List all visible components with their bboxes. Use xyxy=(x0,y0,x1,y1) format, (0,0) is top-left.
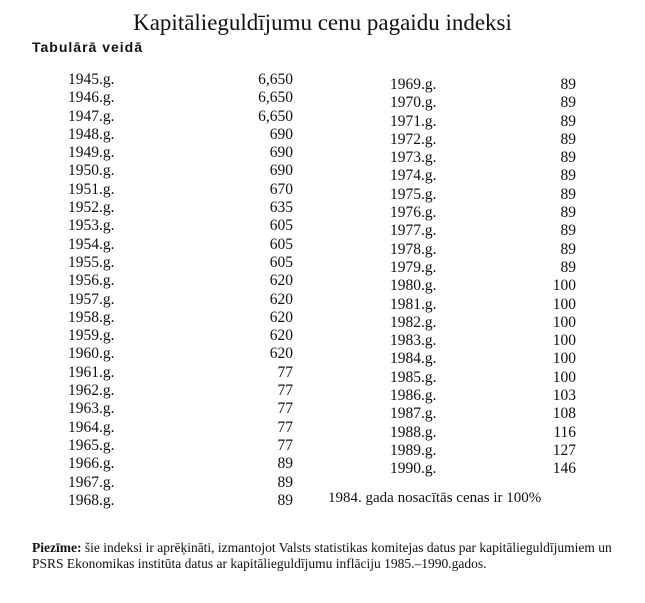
table-row xyxy=(68,492,298,510)
base-year-note: 1984. gada nosacītās cenas ir 100% xyxy=(328,490,542,506)
row-index-value: 6,650 xyxy=(258,71,293,88)
row-index-value: 620 xyxy=(269,272,293,290)
row-index-value: 100 xyxy=(552,368,576,386)
row-index-value: 89 xyxy=(277,491,293,509)
footnote-label: Piezīme: xyxy=(32,540,82,555)
row-index-value: 690 xyxy=(269,144,293,162)
row-year: 1981.g. xyxy=(390,295,437,313)
row-index-value: 100 xyxy=(552,295,576,313)
row-index-value: 620 xyxy=(269,308,293,326)
row-index-value: 605 xyxy=(269,253,293,271)
row-year: 1950.g. xyxy=(68,162,115,180)
row-index-value: 620 xyxy=(269,327,293,345)
table-row xyxy=(390,332,620,350)
row-index-value: 605 xyxy=(269,235,293,253)
row-year: 1985.g. xyxy=(390,368,437,386)
row-year: 1968.g. xyxy=(68,491,115,509)
row-index-value: 77 xyxy=(277,363,293,381)
table-row xyxy=(390,131,620,149)
row-year: 1949.g. xyxy=(68,144,115,162)
row-year: 1990.g. xyxy=(390,460,437,478)
row-year: 1955.g. xyxy=(68,253,115,271)
row-year: 1977.g. xyxy=(390,222,437,240)
footnote xyxy=(32,540,632,572)
row-index-value: 77 xyxy=(277,418,293,436)
table-subtitle: Tabulārā veidā xyxy=(32,39,144,55)
footnote-text: šie indeksi ir aprēķināti, izmantojot Valsts statistikas komitejas datus par kapitālieguldījumiem un PSRS Ekonomikas institūta datus ar kapitālieguldījumu inflāciju 1985.–1990.gados. xyxy=(32,540,612,571)
row-index-value: 89 xyxy=(560,240,576,258)
row-year: 1967.g. xyxy=(68,473,115,491)
row-year: 1973.g. xyxy=(390,149,437,167)
table-row xyxy=(68,291,298,309)
table-row xyxy=(390,369,620,387)
row-year: 1957.g. xyxy=(68,290,115,308)
table-row xyxy=(68,455,298,473)
table-row xyxy=(68,437,298,455)
table-row xyxy=(68,162,298,180)
row-index-value: 89 xyxy=(560,167,576,185)
row-year: 1987.g. xyxy=(390,405,437,423)
table-row xyxy=(390,296,620,314)
row-index-value: 100 xyxy=(552,332,576,350)
table-row xyxy=(68,474,298,492)
table-row xyxy=(68,71,298,89)
row-year: 1976.g. xyxy=(390,204,437,222)
table-row xyxy=(390,259,620,277)
row-index-value: 108 xyxy=(552,405,576,423)
row-index-value: 100 xyxy=(552,277,576,295)
row-year: 1975.g. xyxy=(390,185,437,203)
row-index-value: 620 xyxy=(269,345,293,363)
table-row xyxy=(390,350,620,368)
row-year: 1970.g. xyxy=(390,94,437,112)
row-year: 1986.g. xyxy=(390,387,437,405)
table-row xyxy=(68,272,298,290)
row-year: 1974.g. xyxy=(390,167,437,185)
row-index-value: 89 xyxy=(277,455,293,473)
row-index-value: 100 xyxy=(552,350,576,368)
row-year: 1959.g. xyxy=(68,327,115,345)
page-title: Kapitālieguldījumu cenu pagaidu indeksi xyxy=(133,10,512,35)
row-index-value: 127 xyxy=(552,441,576,459)
table-row xyxy=(68,181,298,199)
row-year: 1952.g. xyxy=(68,199,115,217)
row-index-value: 89 xyxy=(560,149,576,167)
table-row xyxy=(390,204,620,222)
row-index-value: 103 xyxy=(552,387,576,405)
table-row xyxy=(68,364,298,382)
row-index-value: 89 xyxy=(560,130,576,148)
row-index-value: 89 xyxy=(560,185,576,203)
row-index-value: 670 xyxy=(269,180,293,198)
row-index-value: 6,650 xyxy=(258,89,293,107)
row-year: 1972.g. xyxy=(390,130,437,148)
row-year: 1965.g. xyxy=(68,436,115,454)
row-year: 1951.g. xyxy=(68,180,115,198)
table-row xyxy=(68,236,298,254)
row-year: 1947.g. xyxy=(68,107,115,125)
table-row xyxy=(68,144,298,162)
table-row xyxy=(68,309,298,327)
row-year: 1979.g. xyxy=(390,258,437,276)
table-row xyxy=(68,400,298,418)
row-index-value: 89 xyxy=(560,112,576,130)
row-year: 1980.g. xyxy=(390,277,437,295)
table-row xyxy=(390,277,620,295)
table-row xyxy=(390,167,620,185)
index-table-right-column xyxy=(390,76,620,479)
row-index-value: 77 xyxy=(277,400,293,418)
table-row xyxy=(390,387,620,405)
row-year: 1961.g. xyxy=(68,363,115,381)
table-row xyxy=(68,345,298,363)
table-row xyxy=(390,424,620,442)
row-year: 1954.g. xyxy=(68,235,115,253)
table-row xyxy=(68,199,298,217)
row-index-value: 605 xyxy=(269,217,293,235)
table-row xyxy=(68,126,298,144)
row-index-value: 116 xyxy=(553,423,576,441)
table-row xyxy=(390,314,620,332)
table-row xyxy=(390,241,620,259)
row-index-value: 77 xyxy=(277,436,293,454)
row-year: 1969.g. xyxy=(390,76,437,93)
row-year: 1971.g. xyxy=(390,112,437,130)
table-row xyxy=(68,419,298,437)
table-row xyxy=(390,94,620,112)
row-index-value: 89 xyxy=(560,222,576,240)
index-table-left-column xyxy=(68,71,298,510)
row-year: 1948.g. xyxy=(68,125,115,143)
row-year: 1964.g. xyxy=(68,418,115,436)
table-row xyxy=(68,89,298,107)
table-row xyxy=(68,217,298,235)
row-year: 1962.g. xyxy=(68,382,115,400)
table-row xyxy=(68,108,298,126)
row-index-value: 6,650 xyxy=(258,107,293,125)
row-index-value: 690 xyxy=(269,125,293,143)
row-index-value: 89 xyxy=(560,258,576,276)
row-index-value: 89 xyxy=(560,94,576,112)
row-year: 1983.g. xyxy=(390,332,437,350)
table-row xyxy=(390,442,620,460)
row-year: 1982.g. xyxy=(390,313,437,331)
row-index-value: 89 xyxy=(560,204,576,222)
table-row xyxy=(390,149,620,167)
row-year: 1958.g. xyxy=(68,308,115,326)
table-row xyxy=(390,76,620,94)
row-year: 1978.g. xyxy=(390,240,437,258)
table-row xyxy=(68,327,298,345)
row-index-value: 635 xyxy=(269,199,293,217)
table-row xyxy=(390,186,620,204)
row-year: 1963.g. xyxy=(68,400,115,418)
row-index-value: 690 xyxy=(269,162,293,180)
row-year: 1989.g. xyxy=(390,441,437,459)
row-year: 1945.g. xyxy=(68,71,115,88)
row-year: 1956.g. xyxy=(68,272,115,290)
row-year: 1966.g. xyxy=(68,455,115,473)
table-row xyxy=(390,113,620,131)
row-year: 1960.g. xyxy=(68,345,115,363)
row-index-value: 89 xyxy=(560,76,576,93)
row-index-value: 77 xyxy=(277,382,293,400)
row-year: 1953.g. xyxy=(68,217,115,235)
row-index-value: 146 xyxy=(552,460,576,478)
row-year: 1988.g. xyxy=(390,423,437,441)
table-row xyxy=(68,254,298,272)
table-row xyxy=(68,382,298,400)
row-index-value: 100 xyxy=(552,313,576,331)
row-index-value: 89 xyxy=(277,473,293,491)
table-row xyxy=(390,222,620,240)
table-row xyxy=(390,405,620,423)
row-year: 1984.g. xyxy=(390,350,437,368)
table-row xyxy=(390,460,620,478)
row-index-value: 620 xyxy=(269,290,293,308)
row-year: 1946.g. xyxy=(68,89,115,107)
